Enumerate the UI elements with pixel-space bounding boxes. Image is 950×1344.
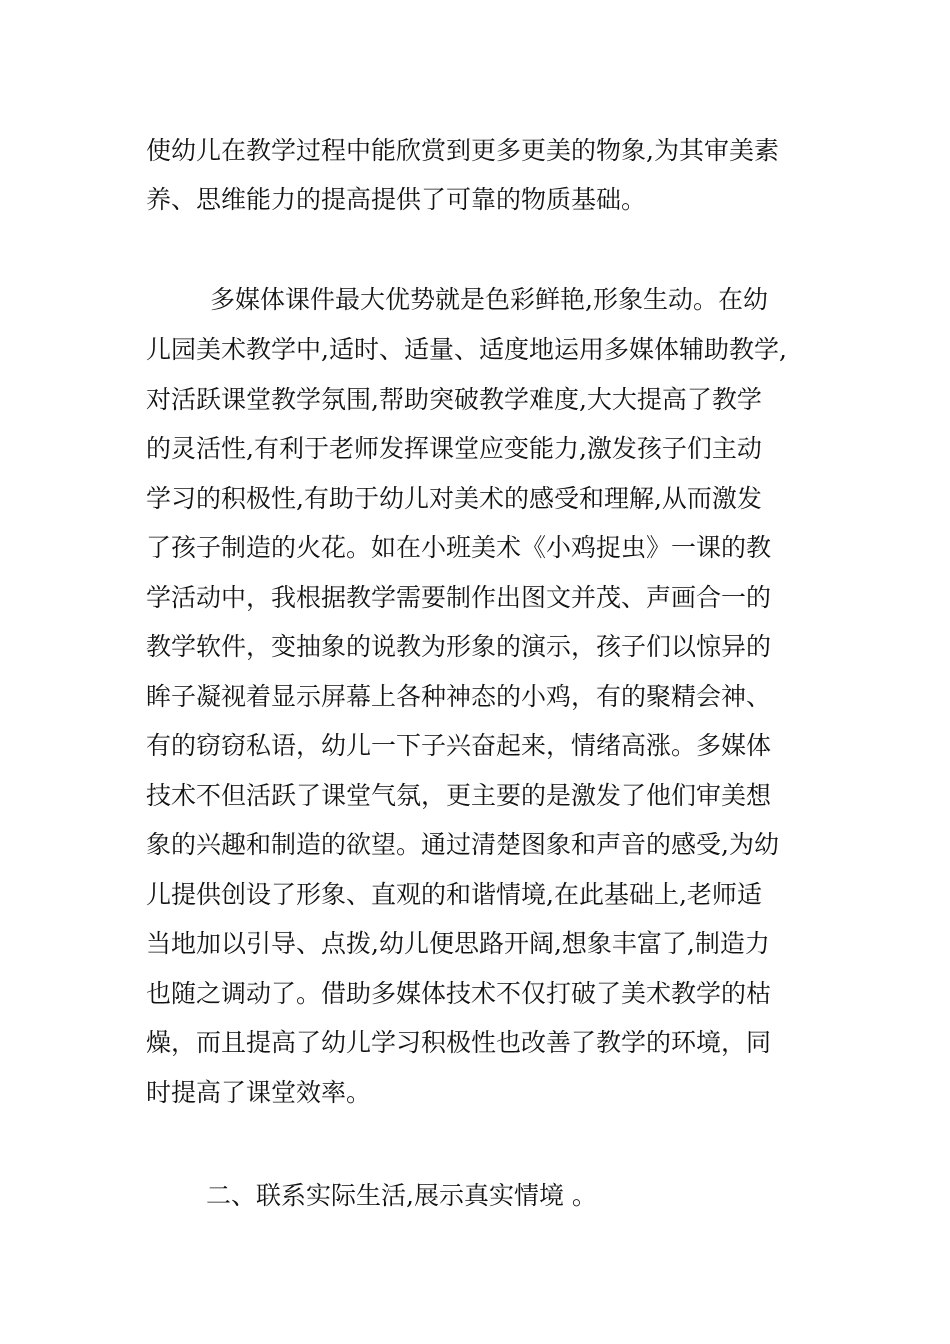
- paragraph-2-line-7: 学活动中，我根据教学需要制作出图文并茂、声画合一的: [146, 583, 772, 612]
- paragraph-1-line-2: 养、思维能力的提高提供了可靠的物质基础。: [146, 185, 647, 214]
- paragraph-2-line-17: 时提高了课堂效率。: [146, 1078, 372, 1107]
- paragraph-2-line-5: 学习的积极性,有助于幼儿对美术的感受和理解,从而激发: [146, 484, 762, 513]
- paragraph-2-line-2: 儿园美术教学中,适时、适量、适度地运用多媒体辅助教学,: [146, 335, 787, 364]
- paragraph-2-line-1: 多媒体课件最大优势就是色彩鲜艳,形象生动。在幼: [210, 285, 768, 314]
- paragraph-2-line-3: 对活跃课堂教学氛围,帮助突破教学难度,大大提高了教学: [146, 385, 762, 414]
- paragraph-2-line-4: 的灵活性,有利于老师发挥课堂应变能力,激发孩子们主动: [146, 434, 762, 463]
- paragraph-2-line-13: 儿提供创设了形象、直观的和谐情境,在此基础上,老师适: [146, 880, 762, 909]
- paragraph-2-line-15: 也随之调动了。借助多媒体技术不仅打破了美术教学的枯: [146, 979, 772, 1008]
- paragraph-2-line-14: 当地加以引导、点拨,幼儿便思路开阔,想象丰富了,制造力: [146, 929, 770, 958]
- section-heading-2: 二、联系实际生活,展示真实情境 。: [206, 1181, 597, 1210]
- paragraph-2-line-9: 眸子凝视着显示屏幕上各种神态的小鸡，有的聚精会神、: [146, 682, 772, 711]
- paragraph-2-line-8: 教学软件，变抽象的说教为形象的演示，孩子们以惊异的: [146, 632, 772, 661]
- paragraph-2-line-16: 燥，而且提高了幼儿学习积极性也改善了教学的环境，同: [146, 1028, 772, 1057]
- paragraph-2-line-6: 了孩子制造的火花。如在小班美术《小鸡捉虫》一课的教: [146, 533, 772, 562]
- paragraph-2-line-10: 有的窃窃私语，幼儿一下子兴奋起来，情绪高涨。多媒体: [146, 731, 772, 760]
- paragraph-1-line-1: 使幼儿在教学过程中能欣赏到更多更美的物象,为其审美素: [146, 136, 779, 165]
- paragraph-2-line-12: 象的兴趣和制造的欲望。通过清楚图象和声音的感受,为幼: [146, 830, 779, 859]
- paragraph-2-line-11: 技术不但活跃了课堂气氛，更主要的是激发了他们审美想: [146, 781, 772, 810]
